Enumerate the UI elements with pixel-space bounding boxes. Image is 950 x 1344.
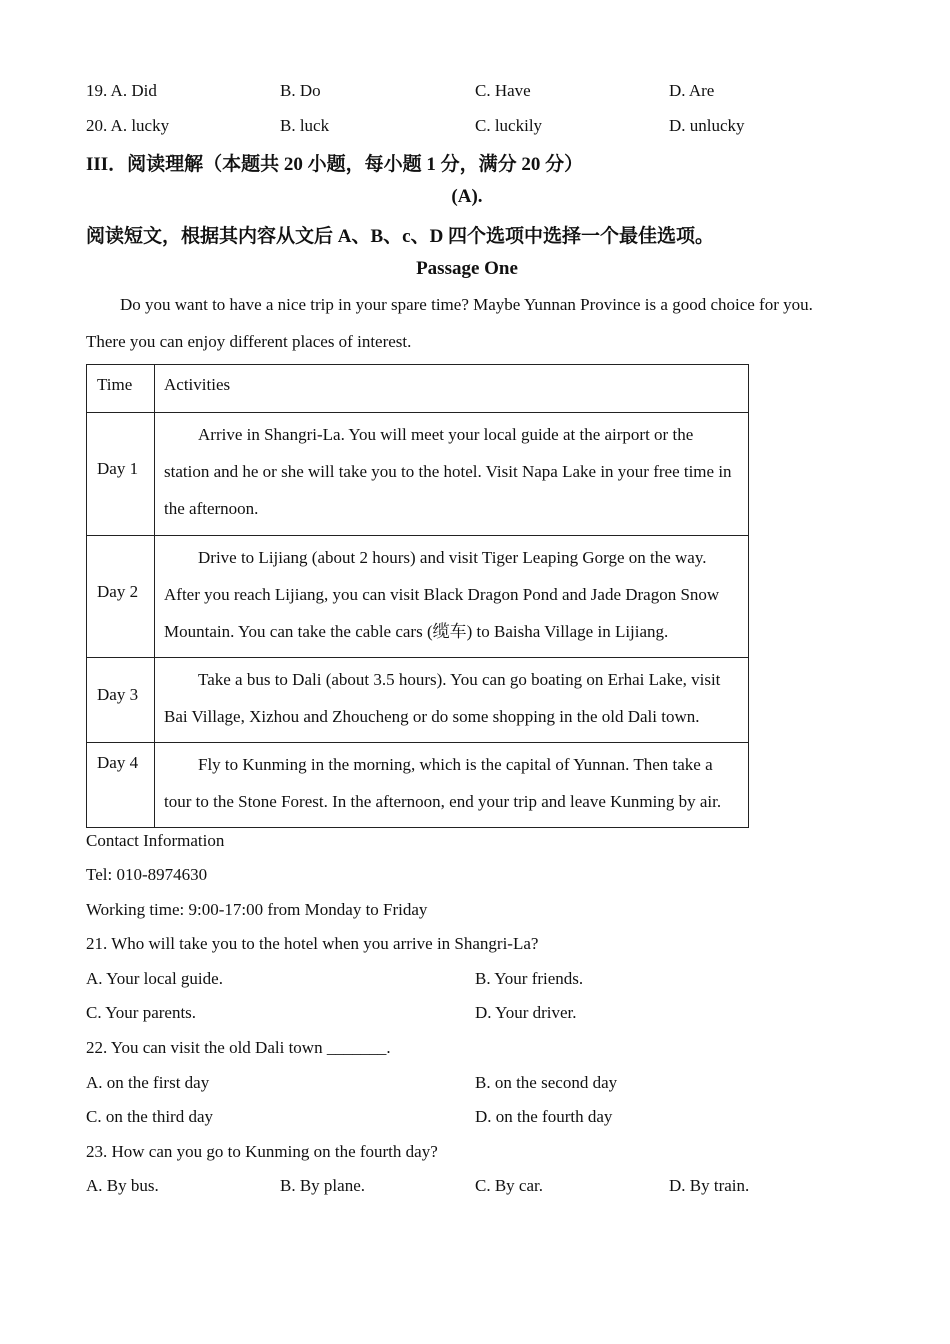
header-activities: Activities xyxy=(164,375,231,394)
day-cell xyxy=(87,413,155,536)
contact-hours: Working time: 9:00-17:00 from Monday to Friday xyxy=(86,900,428,919)
passage-intro: Do you want to have a nice trip in your spare time? Maybe Yunnan Province is a good choice for you. There you can enjoy different places of interest. xyxy=(86,295,813,351)
activity-text: Drive to Lijiang (about 2 hours) and visit Tiger Leaping Gorge on the way. After you reach Lijiang, you can visit Black Dragon Pond and Jade Dragon Snow Mountain. You can take the cable cars (缆车) to Baisha Village in Lijiang. xyxy=(164,548,720,641)
q23-option-b: B. By plane. xyxy=(280,1176,365,1195)
activity-text: Fly to Kunming in the morning, which is the capital of Yunnan. Then take a tour to the Stone Forest. In the afternoon, end your trip and leave Kunming by air. xyxy=(164,755,722,811)
header-time-cell xyxy=(87,365,155,413)
table-row xyxy=(87,658,749,743)
q22-options-row2 xyxy=(86,1107,866,1131)
contact-heading: Contact Information xyxy=(86,831,225,850)
q19-option-d: D. Are xyxy=(669,81,715,100)
q23-options xyxy=(86,1176,866,1200)
header-activities-cell xyxy=(155,365,749,413)
q21-stem: 21. Who will take you to the hotel when you arrive in Shangri-La? xyxy=(86,934,539,953)
part-label: (A). xyxy=(451,186,483,207)
activity-cell xyxy=(155,536,749,658)
q19-option-b: B. Do xyxy=(280,81,321,100)
activity-cell xyxy=(155,743,749,828)
q23-option-d: D. By train. xyxy=(669,1176,750,1195)
q21-option-d: D. Your driver. xyxy=(475,1003,577,1022)
q23-option-a: A. By bus. xyxy=(86,1176,159,1195)
day-cell xyxy=(87,743,155,828)
q22-option-c: C. on the third day xyxy=(86,1107,214,1126)
q21-option-b: B. Your friends. xyxy=(475,969,584,988)
q20-option-a: 20. A. lucky xyxy=(86,116,170,135)
q21-option-c: C. Your parents. xyxy=(86,1003,197,1022)
table-row xyxy=(87,536,749,658)
activity-text: Arrive in Shangri-La. You will meet your local guide at the airport or the station and he or she will take you to the hotel. Visit Napa Lake in your free time in the afternoon. xyxy=(164,425,732,518)
passage-title: Passage One xyxy=(416,258,518,279)
day-label: Day 1 xyxy=(97,459,139,478)
day-cell xyxy=(87,536,155,658)
q22-stem: 22. You can visit the old Dali town _______. xyxy=(86,1038,391,1057)
itinerary-table xyxy=(86,364,749,828)
header-time: Time xyxy=(97,375,133,394)
q20-option-d: D. unlucky xyxy=(669,116,745,135)
q19-options xyxy=(86,81,866,105)
q22-options-row1 xyxy=(86,1073,866,1097)
table-header-row xyxy=(87,365,749,413)
instruction: 阅读短文，根据其内容从文后 A、B、c、D 四个选项中选择一个最佳选项。 xyxy=(86,226,715,247)
day-cell xyxy=(87,658,155,743)
q22-option-a: A. on the first day xyxy=(86,1073,210,1092)
table-row xyxy=(87,413,749,536)
day-label: Day 2 xyxy=(97,581,139,601)
q19-option-a: 19. A. Did xyxy=(86,81,157,100)
q21-options-row2 xyxy=(86,1003,866,1027)
day-label: Day 3 xyxy=(97,685,139,704)
contact-tel: Tel: 010-8974630 xyxy=(86,865,208,884)
q21-options-row1 xyxy=(86,969,866,993)
q19-option-c: C. Have xyxy=(475,81,531,100)
q20-option-c: C. luckily xyxy=(475,116,543,135)
q23-option-c: C. By car. xyxy=(475,1176,543,1195)
q20-options xyxy=(86,116,866,140)
q20-option-b: B. luck xyxy=(280,116,330,135)
activity-cell xyxy=(155,413,749,536)
q23-stem: 23. How can you go to Kunming on the fourth day? xyxy=(86,1142,438,1161)
q21-option-a: A. Your local guide. xyxy=(86,969,223,988)
q22-option-d: D. on the fourth day xyxy=(475,1107,613,1126)
day-label: Day 4 xyxy=(97,753,139,772)
activity-cell xyxy=(155,658,749,743)
section-title: III．阅读理解（本题共 20 小题，每小题 1 分，满分 20 分） xyxy=(86,154,584,175)
activity-text: Take a bus to Dali (about 3.5 hours). You can go boating on Erhai Lake, visit Bai Village, Xizhou and Zhoucheng or do some shopping in the old Dali town. xyxy=(164,670,721,726)
q22-option-b: B. on the second day xyxy=(475,1073,618,1092)
table-row xyxy=(87,743,749,828)
